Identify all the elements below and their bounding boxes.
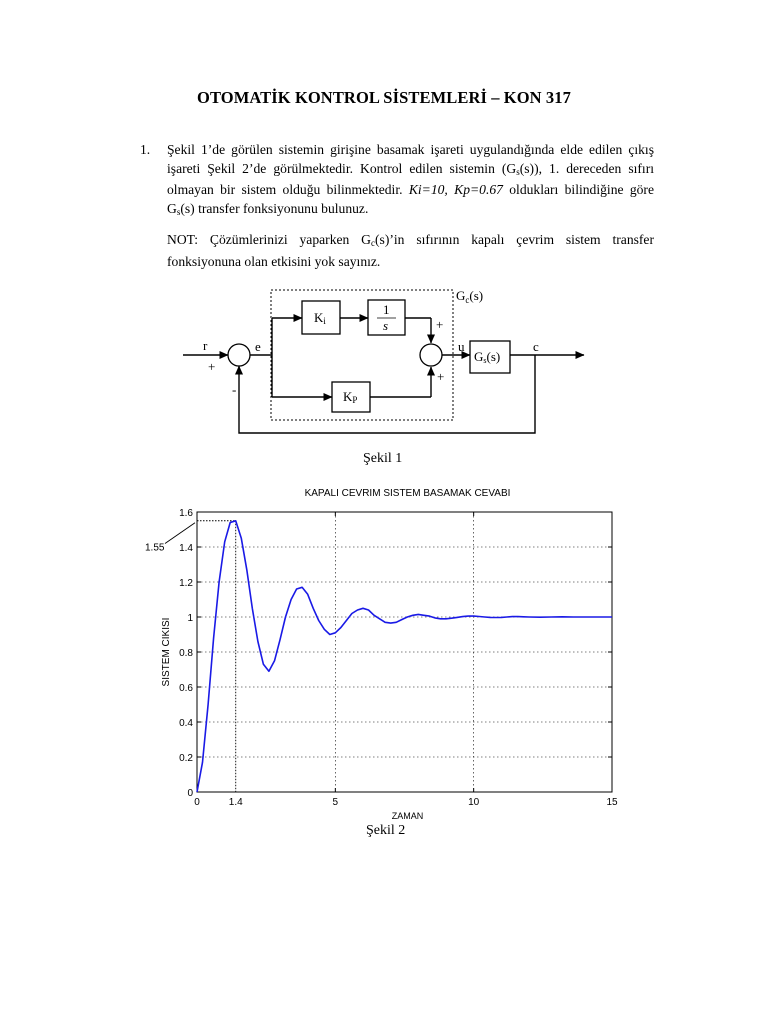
question-text: Şekil 1’de görülen sistemin girişine basamak işareti uygulandığında elde edilen çıkış işareti Şekil 2’de görülmektedir. Kontrol edilen sistemin $(G_s(s))$, 1. dereceden sıfırı olmayan bir sistem olduğu bilinmektedir. Ki=10, Kp=0.67 oldukları bilindiğine göre $G_s(s)$ transfer fonksiyonunu bulunuz. (167, 142, 654, 217)
peak-value-label: 1.55 (145, 542, 165, 554)
peak-value-pointer (165, 523, 195, 544)
y-tick-label: 0.2 (179, 753, 193, 764)
sum2-plus-top: + (436, 317, 444, 332)
plant-label: Gs(s) (474, 349, 501, 365)
x-axis-label: ZAMAN (391, 811, 424, 821)
ki-label: Ki (314, 310, 326, 326)
plot-frame (197, 512, 612, 792)
y-tick-label: 1.6 (179, 508, 193, 519)
feedback-minus: - (232, 382, 237, 397)
integrator-numerator: 1 (383, 302, 390, 317)
x-tick-label: 15 (606, 797, 618, 808)
signal-u: u (458, 339, 465, 354)
y-tick-label: 0.8 (179, 648, 193, 659)
given-parameters: Ki=10, Kp=0.67 (408, 182, 503, 197)
signal-r: r (203, 338, 208, 353)
y-tick-label: 1.2 (179, 578, 193, 589)
sum2-plus-bottom: + (437, 369, 445, 384)
signal-c: c (533, 339, 539, 354)
integrator-denominator: s (383, 318, 389, 333)
figure-1-caption: Şekil 1 (363, 451, 403, 466)
series-line (197, 521, 612, 792)
block-diagram (0, 0, 768, 480)
y-tick-label: 0 (187, 788, 193, 799)
question-note: NOT: Çözümlerinizi yaparken $G_c(s)’in$ sıfırının kapalı çevrim sistem transfer fonksiyonuna olan etkisini yok sayınız. (167, 232, 654, 269)
x-tick-label: 5 (332, 797, 339, 808)
input-plus: + (208, 359, 216, 374)
kp-label: KP (343, 389, 358, 405)
y-tick-label: 0.6 (179, 683, 193, 694)
y-axis-label: SISTEM CIKISI (161, 617, 172, 687)
controller-label: $G_c(s)$ (456, 288, 484, 305)
y-tick-label: 1.4 (179, 543, 193, 554)
summing-junction-1 (228, 344, 250, 366)
page-title: OTOMATİK KONTROL SİSTEMLERİ – KON 317 (197, 88, 571, 107)
signal-e: e (255, 339, 261, 354)
figure-2-caption: Şekil 2 (366, 823, 406, 838)
y-tick-label: 1 (187, 613, 193, 624)
question-number: 1. (140, 142, 151, 157)
peak-time-label: 1.4 (228, 797, 243, 808)
summing-junction-2 (420, 344, 442, 366)
x-tick-label: 10 (468, 797, 480, 808)
x-tick-label: 0 (194, 797, 200, 808)
y-tick-label: 0.4 (179, 718, 193, 729)
chart-title: KAPALI CEVRIM SISTEM BASAMAK CEVABI (304, 488, 511, 499)
